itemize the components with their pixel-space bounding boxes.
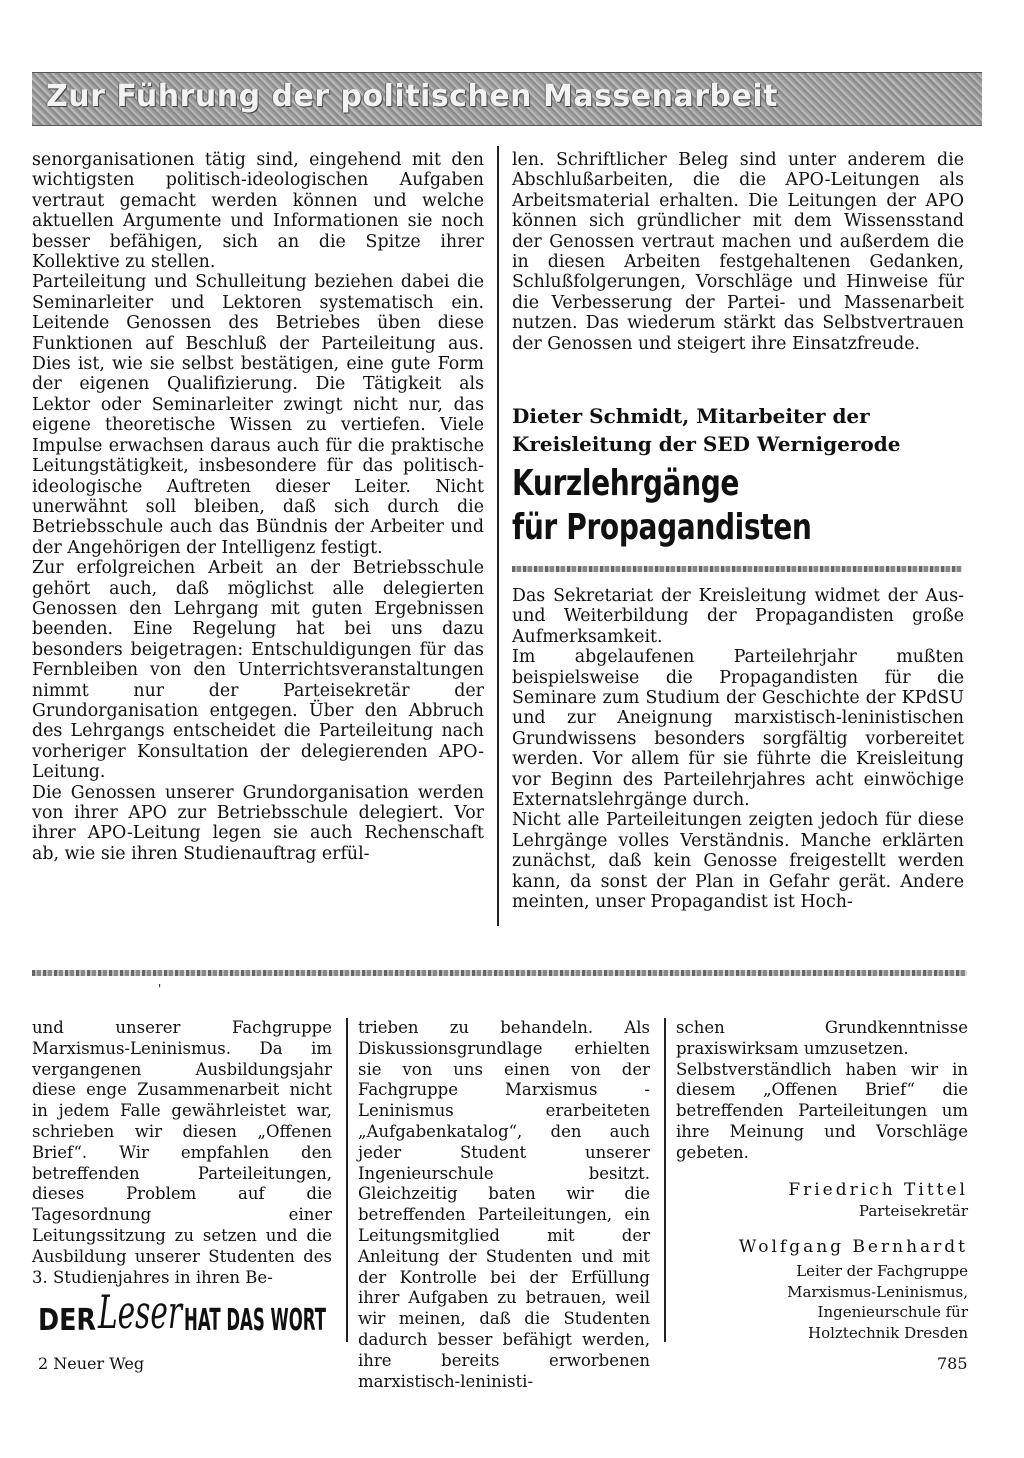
section-rule (32, 970, 967, 976)
letter-paragraph: trieben zu behandeln. Als Diskussionsgrundlage erhielten sie von uns einen von der Fachgruppe Marxismus - Leninismus erarbeiteten „Aufgabenkatalog“, den auch jeder Student unserer Ingenieurschule besitzt. Gleichzeitig baten wir die betreffenden Parteileitungen, ein Leitungsmitglied mit der Anleitung der Studenten und mit der Kontrolle bei der Erfüllung ihrer Aufgaben zu betrauen, weil wir meinen, daß die Studenten dadurch besser befähigt werden, ihre bereits erworbenen marxistisch-leninisti- (358, 1018, 650, 1391)
footer-publication: 2 Neuer Weg (38, 1354, 145, 1373)
letter-column-middle (358, 1018, 650, 1392)
logo-script-word: Leser (97, 1285, 184, 1339)
stray-mark: ' (158, 982, 162, 996)
headline-rule (512, 566, 962, 572)
article1-column-right (512, 150, 964, 354)
signature-role-line: Leiter der Fachgruppe (796, 1262, 968, 1280)
article1-paragraph: Zur erfolgreichen Arbeit an der Betriebsschule gehört auch, daß möglichst alle delegierten Genossen den Lehrgang mit guten Ergebnissen beenden. Eine Regelung hat bei uns dazu besonders beigetragen: Entschuldigungen für das Fernbleiben von den Unterrichtsveranstaltungen nimmt nur der Parteisekretär der Grundorganisation entgegen. Über den Abbruch des Lehrgangs entscheidet die Parteileitung nach vorheriger Konsultation der delegierenden APO-Leitung. (32, 558, 484, 783)
article2-headline (512, 462, 812, 550)
article1-paragraph: Parteileitung und Schulleitung beziehen dabei die Seminarleiter und Lektoren systematisch ein. Leitende Genossen des Betriebes üben diese Funktionen auf Beschluß der Parteileitung aus. Dies ist, wie sie selbst bestätigen, eine gute Form der eigenen Qualifizierung. Die Tätigkeit als Lektor oder Seminarleiter zwingt nicht nur, das eigene theoretische Wissen zu vertiefen. Viele Impulse erwachsen daraus auch für die praktische Leitungstätigkeit, insbesondere für das politisch-ideologische Auftreten dieser Leiter. Nicht unerwähnt soll bleiben, daß sich durch die Betriebsschule auch das Bündnis der Arbeiter und der Angehörigen der Intelligenz festigt. (32, 272, 484, 558)
signature-role: Parteisekretär (858, 1202, 968, 1220)
column-divider (497, 146, 499, 926)
column-divider (664, 1018, 666, 1342)
logo-word: HAT DAS WORT (184, 1303, 327, 1338)
signature-name: Wolfgang Bernhardt (738, 1237, 968, 1257)
article2-paragraph: Im abgelaufenen Parteilehrjahr mußten beispielsweise die Propagandisten für die Seminare zum Studium der Geschichte der KPdSU und zur Aneignung marxistisch-leninistischen Grundwissens besonders sorgfältig vorbereitet werden. Vor allem für sie führte die Kreisleitung vor Beginn des Parteilehrjahres acht einwöchige Externatslehrgänge durch. (512, 647, 964, 811)
signature-role (787, 1261, 968, 1343)
headline-line: Kurzlehrgänge (512, 463, 740, 504)
signature-role-line: Ingenieurschule für (817, 1303, 968, 1321)
letter-column-right (676, 1018, 968, 1164)
letter-paragraph: schen Grundkenntnisse praxiswirksam umzusetzen. (676, 1018, 968, 1058)
logo-word: DER (38, 1303, 96, 1338)
article2-author: Dieter Schmidt, Mitarbeiter der Kreisleitung der SED Wernigerode (512, 404, 901, 456)
article2-body (512, 586, 964, 913)
article1-column-left (32, 150, 484, 864)
signature-role-line: Marxismus-Leninismus, (787, 1282, 968, 1301)
headline-line: für Propagandisten (512, 507, 812, 548)
signature-role-line: Holztechnik Dresden (807, 1323, 968, 1342)
article2-paragraph: Das Sekretariat der Kreisleitung widmet der Aus- und Weiterbildung der Propagandisten große Aufmerksamkeit. (512, 586, 964, 647)
letter-paragraph: und unserer Fachgruppe Marxismus-Leninismus. Da im vergangenen Ausbildungsjahr diese enge Zusammenarbeit nicht in jedem Falle gewährleistet war, schrieben wir diesen „Offenen Brief“. Wir empfahlen den betreffenden Parteileitungen, dieses Problem auf die Tagesordnung einer Leitungssitzung zu setzen und die Ausbildung unserer Studenten des 3. Studienjahres in ihren Be- (32, 1018, 332, 1287)
section-header-band (32, 72, 982, 126)
article2-paragraph: Nicht alle Parteileitungen zeigten jedoch für diese Lehrgänge volles Verständnis. Manche erklärten zunächst, daß kein Genosse freigestellt werden kann, da sonst der Plan in Gefahr gerät. Andere meinten, unser Propagandist ist Hoch- (512, 810, 964, 913)
section-title: Zur Führung der politischen Massenarbeit (46, 79, 778, 114)
article1-paragraph: len. Schriftlicher Beleg sind unter anderem die Abschlußarbeiten, die die APO-Leitungen als Arbeitsmaterial erhalten. Die Leitungen der APO können sich gründlicher mit dem Wissensstand der Genossen vertraut machen und außerdem die in diesen Arbeiten festgehaltenen Gedanken, Schlußfolgerungen, Vorschläge und Hinweise für die Verbesserung der Partei- und Massenarbeit nutzen. Das wiederum stärkt das Selbstvertrauen der Genossen und steigert ihre Einsatzfreude. (512, 150, 964, 354)
article1-paragraph: Die Genossen unserer Grundorganisation werden von ihrer APO zur Betriebsschule delegiert. Vor ihrer APO-Leitung legen sie auch Rechenschaft ab, wie sie ihren Studienauftrag erfül- (32, 782, 484, 864)
letter-paragraph: Selbstverständlich haben wir in diesem „Offenen Brief“ die betreffenden Parteileitungen um ihre Meinung und Vorschläge gebeten. (676, 1059, 968, 1162)
column-divider (346, 1018, 348, 1342)
letter-column-left (32, 1018, 332, 1288)
leser-hat-das-wort-logo (38, 1285, 328, 1340)
page-number: 785 (937, 1354, 968, 1373)
article1-paragraph: senorganisationen tätig sind, eingehend mit den wichtigsten politisch-ideologischen Aufgaben vertraut gemacht werden können und welche aktuellen Argumente und Informationen sie noch besser befähigen, sich an die Spitze ihrer Kollektive zu stellen. (32, 150, 484, 273)
signature-name: Friedrich Tittel (788, 1180, 968, 1200)
